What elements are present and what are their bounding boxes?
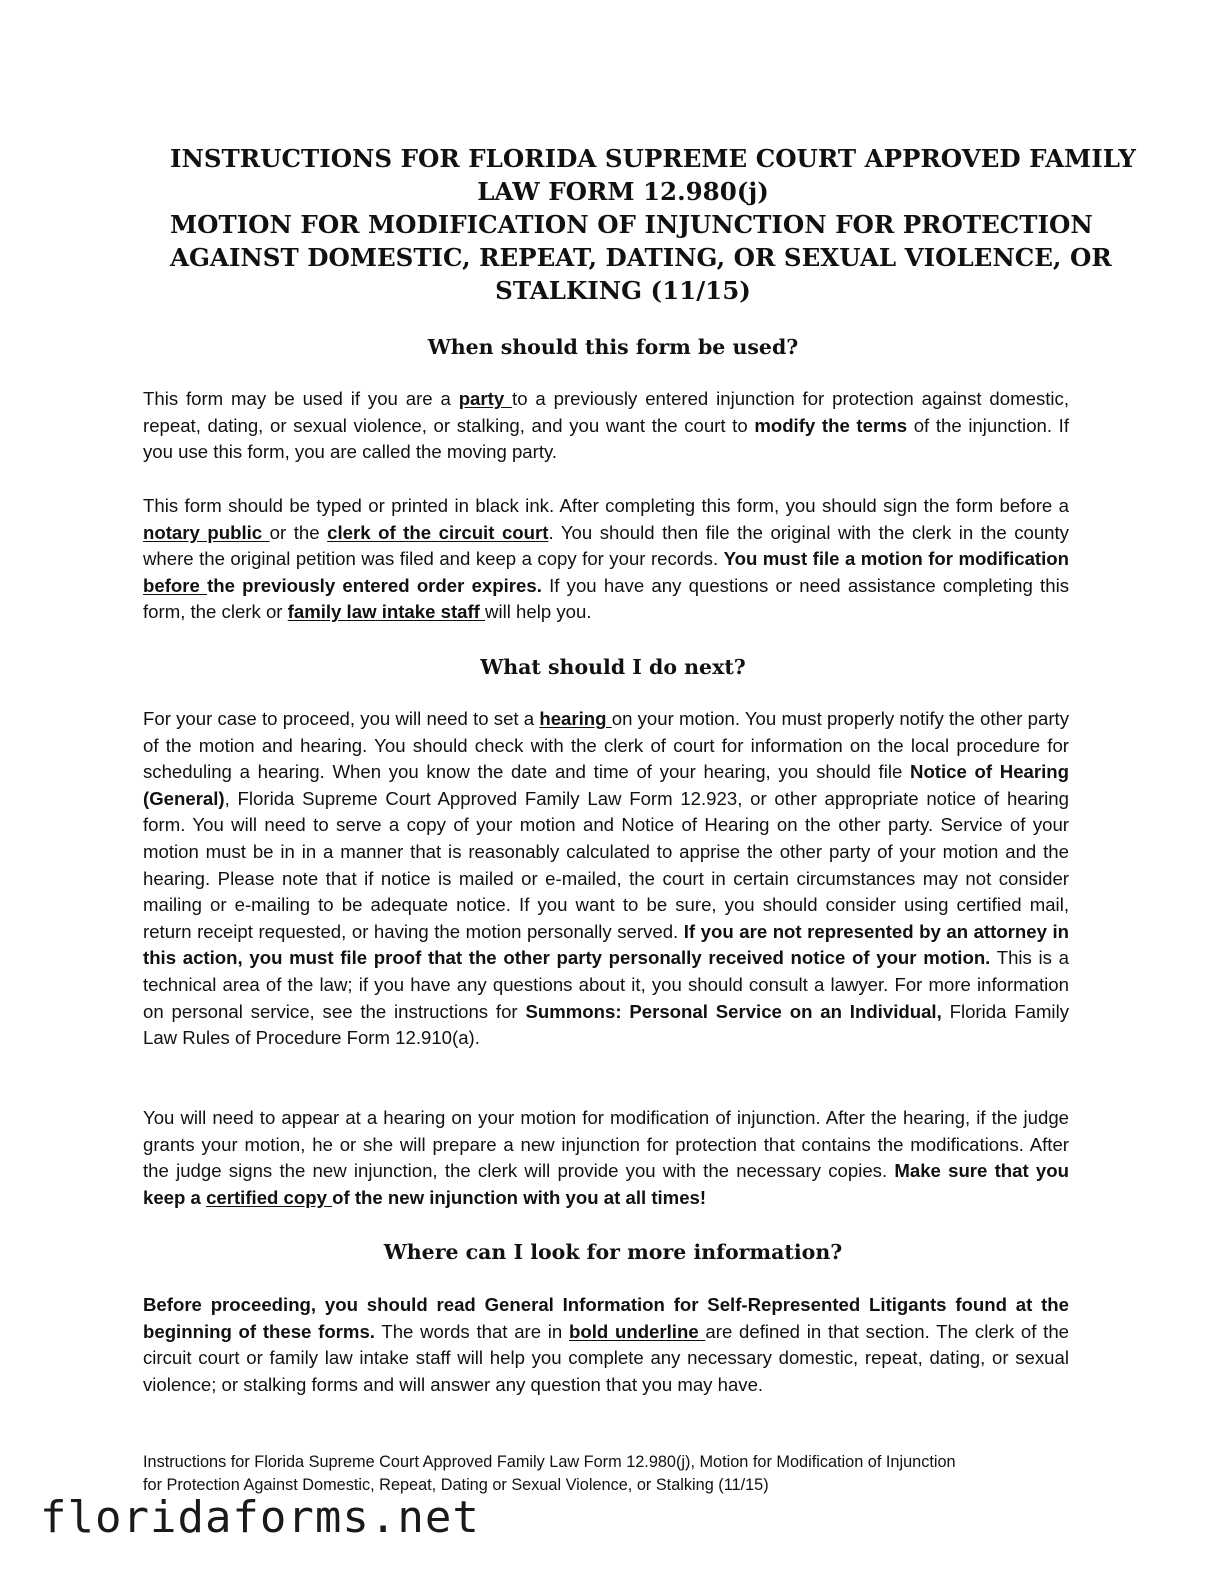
term-certified-copy: certified copy — [206, 1186, 333, 1208]
term-before: before — [143, 574, 208, 596]
section-heading-next: What should I do next? — [480, 655, 746, 679]
term-party: party — [458, 388, 513, 409]
paragraph-next-1: For your case to proceed, you will need to set a hearing on your motion. You must properly notify the other party of the motion and hearing. You should check with the clerk of court for information on the local procedure for scheduling a hearing. When you know the date and time of your hearing, you should file Notice of Hearing (General), Florida Supreme Court Approved Family Law Form 12.923, or other appropriate notice of hearing form. You will need to serve a copy of your motion and Notice of Hearing on the other party. Service of your motion must be in in a manner that is reasonably calculated to apprise the other party of your motion and the hearing. Please note that if notice is mailed or e-mailed, the court in certain circumstances may not consider mailing or e-mailing to be adequate notice. If you want to be sure, you should consider using certified mail, return receipt requested, or having the motion personally served. If you are not represented by an attorney in this action, you must file proof that the other party personally received notice of your motion. This is a technical area of the law; if you have any questions about it, you should consult a lawyer. For more information on personal service, see the instructions for Summons: Personal Service on an Individual, Florida Family Law Rules of Procedure Form 12.910(a). — [143, 708, 1069, 1049]
section-heading-more-info: Where can I look for more information? — [383, 1240, 843, 1264]
section-heading-when: When should this form be used? — [427, 335, 799, 359]
form-notice-of-hearing: Notice of Hearing (General) — [143, 761, 1069, 809]
emphasis-modify: modify the terms — [754, 414, 908, 436]
paragraph-when-1: This form may be used if you are a party to a previously entered injunction for protection against domestic, repeat, dating, or sexual violence, or stalking, and you want the court to modify the terms of the injunction. If you use this form, you are called the moving party. — [143, 388, 1070, 463]
paragraph-next-2: You will need to appear at a hearing on your motion for modification of injunction. After the hearing, if the judge grants your motion, he or she will prepare a new injunction for protection that contains the modifications. After the judge signs the new injunction, the clerk will provide you with the necessary copies. Make sure that you keep a certified copy of the new injunction with you at all times! — [143, 1107, 1069, 1208]
form-summons: Summons: Personal Service on an Individual, — [525, 1000, 942, 1022]
paragraph-when-2: This form should be typed or printed in black ink. After completing this form, you should sign the form before a notary public or the clerk of the circuit court. You should then file the original with the clerk in the county where the original petition was filed and keep a copy for your records. You must file a motion for modification before the previously entered order expires. If you have any questions or need assistance completing this form, the clerk or family law intake staff will help you. — [143, 495, 1069, 623]
title-line-1: INSTRUCTIONS FOR FLORIDA SUPREME COURT APPROVED FAMILY — [170, 144, 1136, 173]
footer-line-1: Instructions for Florida Supreme Court Approved Family Law Form 12.980(j), Motion for Modification of Injunction — [143, 1453, 956, 1471]
site-watermark: floridaforms.net — [40, 1492, 480, 1543]
title-line-3: MOTION FOR MODIFICATION OF INJUNCTION FOR PROTECTION — [170, 210, 1093, 239]
title-line-2: LAW FORM 12.980(j) — [477, 177, 769, 206]
title-line-4: AGAINST DOMESTIC, REPEAT, DATING, OR SEXUAL VIOLENCE, OR — [170, 243, 1112, 272]
footer-line-2: for Protection Against Domestic, Repeat, Dating or Sexual Violence, or Stalking (11/15) — [143, 1475, 769, 1494]
term-hearing: hearing — [539, 708, 612, 729]
term-bold-underline: bold underline — [569, 1320, 706, 1342]
term-notary-public: notary public — [143, 521, 270, 543]
paragraph-more-info: Before proceeding, you should read General Information for Self-Represented Litigants found at the beginning of these forms. The words that are in bold underline are defined in that section. The clerk of the circuit court or family law intake staff will help you complete any necessary domestic, repeat, dating, or sexual violence; or stalking forms and will answer any question that you may have. — [143, 1294, 1069, 1395]
term-clerk-circuit-court: clerk of the circuit court — [327, 521, 549, 543]
title-line-5: STALKING (11/15) — [495, 276, 751, 305]
term-family-law-intake-staff: family law intake staff — [287, 601, 486, 623]
document-title — [170, 142, 1136, 307]
